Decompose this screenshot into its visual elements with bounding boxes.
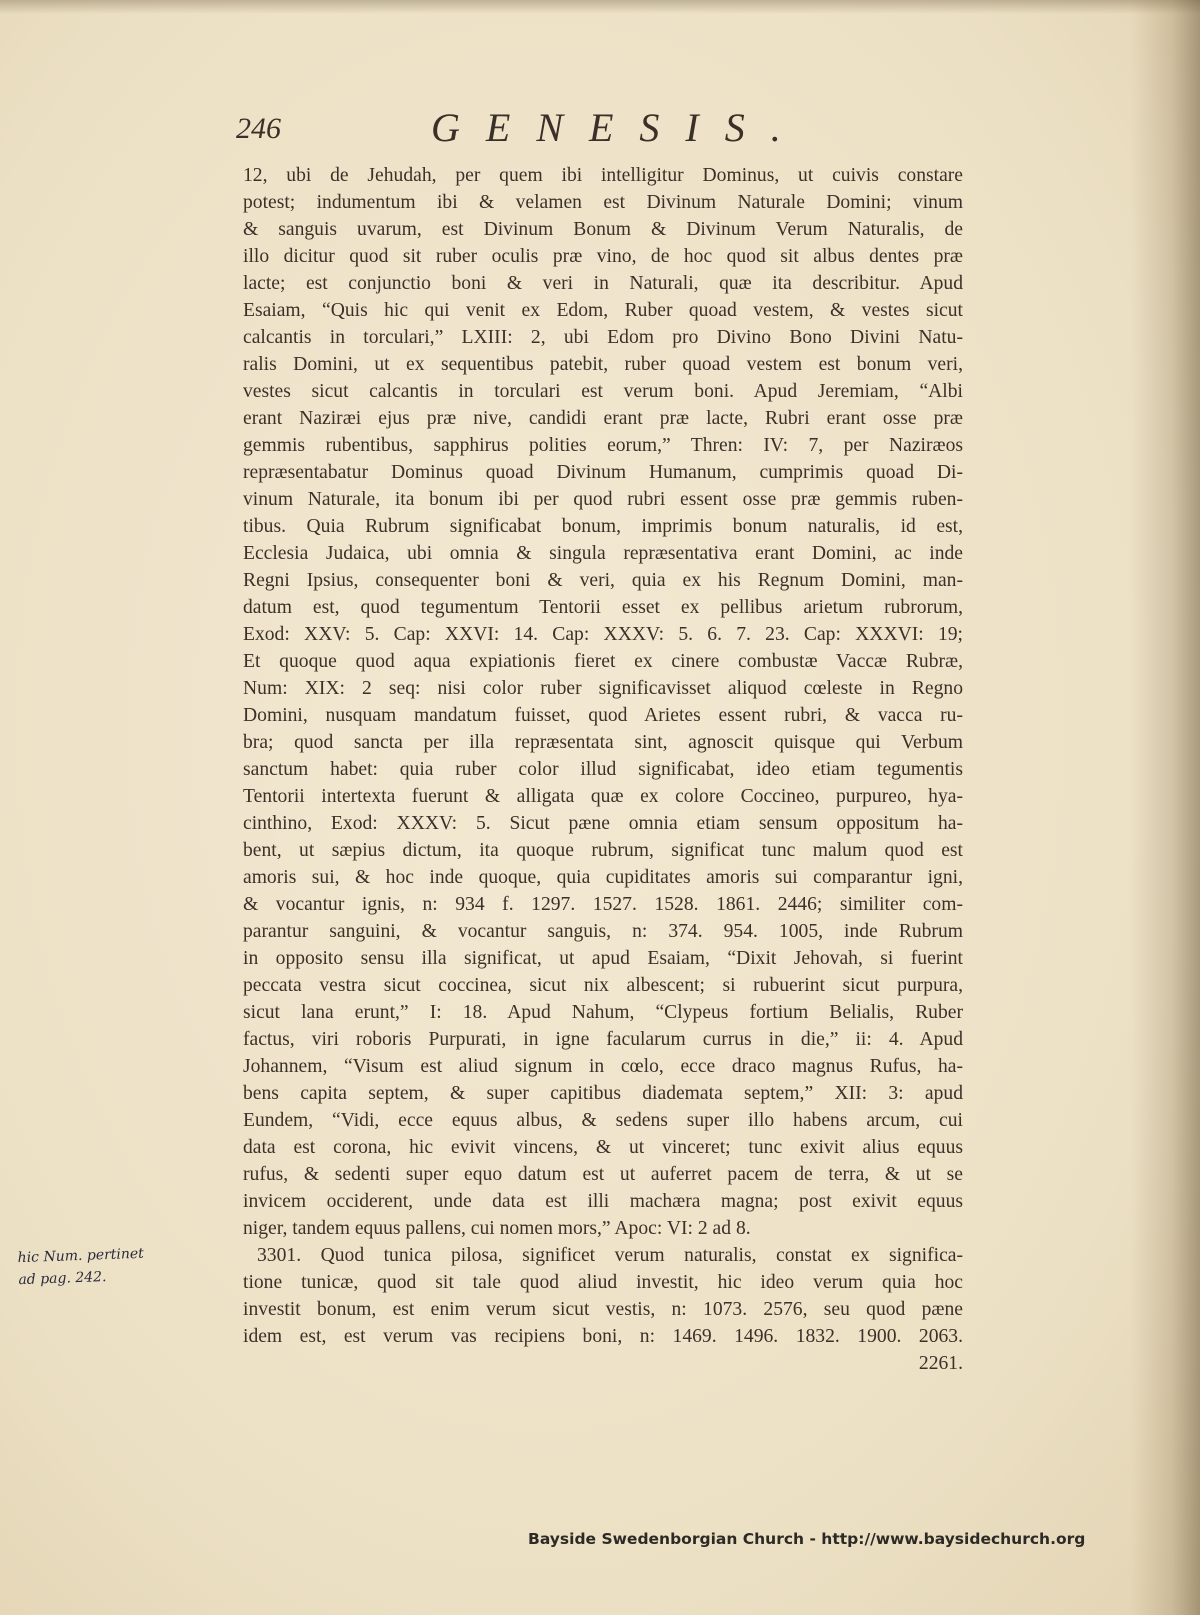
text-line: Esaiam, “Quis hic qui venit ex Edom, Ruber quoad vestem, & vestes sicut xyxy=(243,300,963,321)
handwritten-margin-note xyxy=(17,1241,198,1291)
text-line: vestes sicut calcantis in torculari est verum boni. Apud Jeremiam, “Albi xyxy=(243,381,963,402)
text-line: ralis Domini, ut ex sequentibus patebit, ruber quoad vestem est bonum veri, xyxy=(243,354,963,375)
text-line: Et quoque quod aqua expiationis fieret ex cinere combustæ Vaccæ Rubræ, xyxy=(243,651,963,672)
text-line: idem est, est verum vas recipiens boni, n: 1469. 1496. 1832. 1900. 2063. xyxy=(243,1326,963,1347)
text-line: bens capita septem, & super capitibus diademata septem,” XII: 3: apud xyxy=(243,1083,963,1104)
text-line: amoris sui, & hoc inde quoque, quia cupiditates amoris sui comparantur igni, xyxy=(243,867,963,888)
text-line: & vocantur ignis, n: 934 f. 1297. 1527. 1528. 1861. 2446; similiter com- xyxy=(243,894,963,915)
text-line: Domini, nusquam mandatum fuisset, quod Arietes essent rubri, & vacca ru- xyxy=(243,705,963,726)
text-line: potest; indumentum ibi & velamen est Divinum Naturale Domini; vinum xyxy=(243,192,963,213)
text-line: erant Naziræi ejus præ nive, candidi erant præ lacte, Rubri erant osse præ xyxy=(243,408,963,429)
text-line: invicem occiderent, unde data est illi machæra magna; post exivit equus xyxy=(243,1191,963,1212)
text-line: illo dicitur quod sit ruber oculis præ vino, de hoc quod sit albus dentes præ xyxy=(243,246,963,267)
text-line: tibus. Quia Rubrum significabat bonum, imprimis bonum naturalis, id est, xyxy=(243,516,963,537)
text-line: 12, ubi de Jehudah, per quem ibi intelligitur Dominus, ut cuivis constare xyxy=(243,165,963,186)
running-head: GENESIS. xyxy=(431,105,807,150)
text-line: Johannem, “Visum est aliud signum in cœlo, ecce draco magnus Rufus, ha- xyxy=(243,1056,963,1077)
footer-credit: Bayside Swedenborgian Church - http://www.baysidechurch.org xyxy=(528,1530,1086,1548)
text-line: cinthino, Exod: XXXV: 5. Sicut pæne omnia etiam sensum oppositum ha- xyxy=(243,813,963,834)
text-line: repræsentabatur Dominus quoad Divinum Humanum, cumprimis quoad Di- xyxy=(243,462,963,483)
text-line: bent, ut sæpius dictum, ita quoque rubrum, significat tunc malum quod est xyxy=(243,840,963,861)
body-text xyxy=(243,162,963,1377)
text-line: Regni Ipsius, consequenter boni & veri, quia ex his Regnum Domini, man- xyxy=(243,570,963,591)
text-line: Tentorii intertexta fuerunt & alligata quæ ex colore Coccineo, purpureo, hya- xyxy=(243,786,963,807)
text-line: data est corona, hic evivit vincens, & ut vinceret; tunc exivit alius equus xyxy=(243,1137,963,1158)
text-line: rufus, & sedenti super equo datum est ut auferret pacem de terra, & ut se xyxy=(243,1164,963,1185)
catchword: 2261. xyxy=(918,1353,963,1374)
text-line: lacte; est conjunctio boni & veri in Naturali, quæ ita describitur. Apud xyxy=(243,273,963,294)
text-line: vinum Naturale, ita bonum ibi per quod rubri essent osse præ gemmis ruben- xyxy=(243,489,963,510)
text-line: calcantis in torculari,” LXIII: 2, ubi Edom pro Divino Bono Divini Natu- xyxy=(243,327,963,348)
paragraph-start-line: 3301. Quod tunica pilosa, significet verum naturalis, constat ex significa- xyxy=(257,1245,963,1266)
margin-note-line: ad pag. 242. xyxy=(18,1269,107,1289)
page-number: 246 xyxy=(236,112,281,145)
text-line: parantur sanguini, & vocantur sanguis, n: 374. 954. 1005, inde Rubrum xyxy=(243,921,963,942)
text-line: niger, tandem equus pallens, cui nomen mors,” Apoc: VI: 2 ad 8. xyxy=(243,1218,751,1239)
page-top-shadow xyxy=(0,0,1200,14)
page-header xyxy=(236,100,976,150)
text-line: sicut lana erunt,” I: 18. Apud Nahum, “Clypeus fortium Belialis, Ruber xyxy=(243,1002,963,1023)
page-spine-shadow xyxy=(1130,0,1200,1615)
text-line: & sanguis uvarum, est Divinum Bonum & Divinum Verum Naturalis, de xyxy=(243,219,963,240)
text-line: Num: XIX: 2 seq: nisi color ruber significavisset aliquod cœleste in Regno xyxy=(243,678,963,699)
text-line: Ecclesia Judaica, ubi omnia & singula repræsentativa erant Domini, ac inde xyxy=(243,543,963,564)
text-line: investit bonum, est enim verum sicut vestis, n: 1073. 2576, seu quod pæne xyxy=(243,1299,963,1320)
text-line: datum est, quod tegumentum Tentorii esset ex pellibus arietum rubrorum, xyxy=(243,597,963,618)
text-line: gemmis rubentibus, sapphirus polities eorum,” Thren: IV: 7, per Naziræos xyxy=(243,435,963,456)
text-line: Exod: XXV: 5. Cap: XXVI: 14. Cap: XXXV: 5. 6. 7. 23. Cap: XXXVI: 19; xyxy=(243,624,963,645)
text-line: bra; quod sancta per illa repræsentata sint, agnoscit quisque qui Verbum xyxy=(243,732,963,753)
text-line: tione tunicæ, quod sit tale quod aliud investit, hic ideo verum quia hoc xyxy=(243,1272,963,1293)
text-line: sanctum habet: quia ruber color illud significabat, ideo etiam tegumentis xyxy=(243,759,963,780)
text-line: in opposito sensu illa significat, ut apud Esaiam, “Dixit Jehovah, si fuerint xyxy=(243,948,963,969)
text-line: Eundem, “Vidi, ecce equus albus, & sedens super illo habens arcum, cui xyxy=(243,1110,963,1131)
text-line: peccata vestra sicut coccinea, sicut nix albescent; si rubuerint sicut purpura, xyxy=(243,975,963,996)
margin-note-line: hic Num. pertinet xyxy=(17,1245,145,1267)
text-line: factus, viri roboris Purpurati, in igne facularum currus in die,” ii: 4. Apud xyxy=(243,1029,963,1050)
